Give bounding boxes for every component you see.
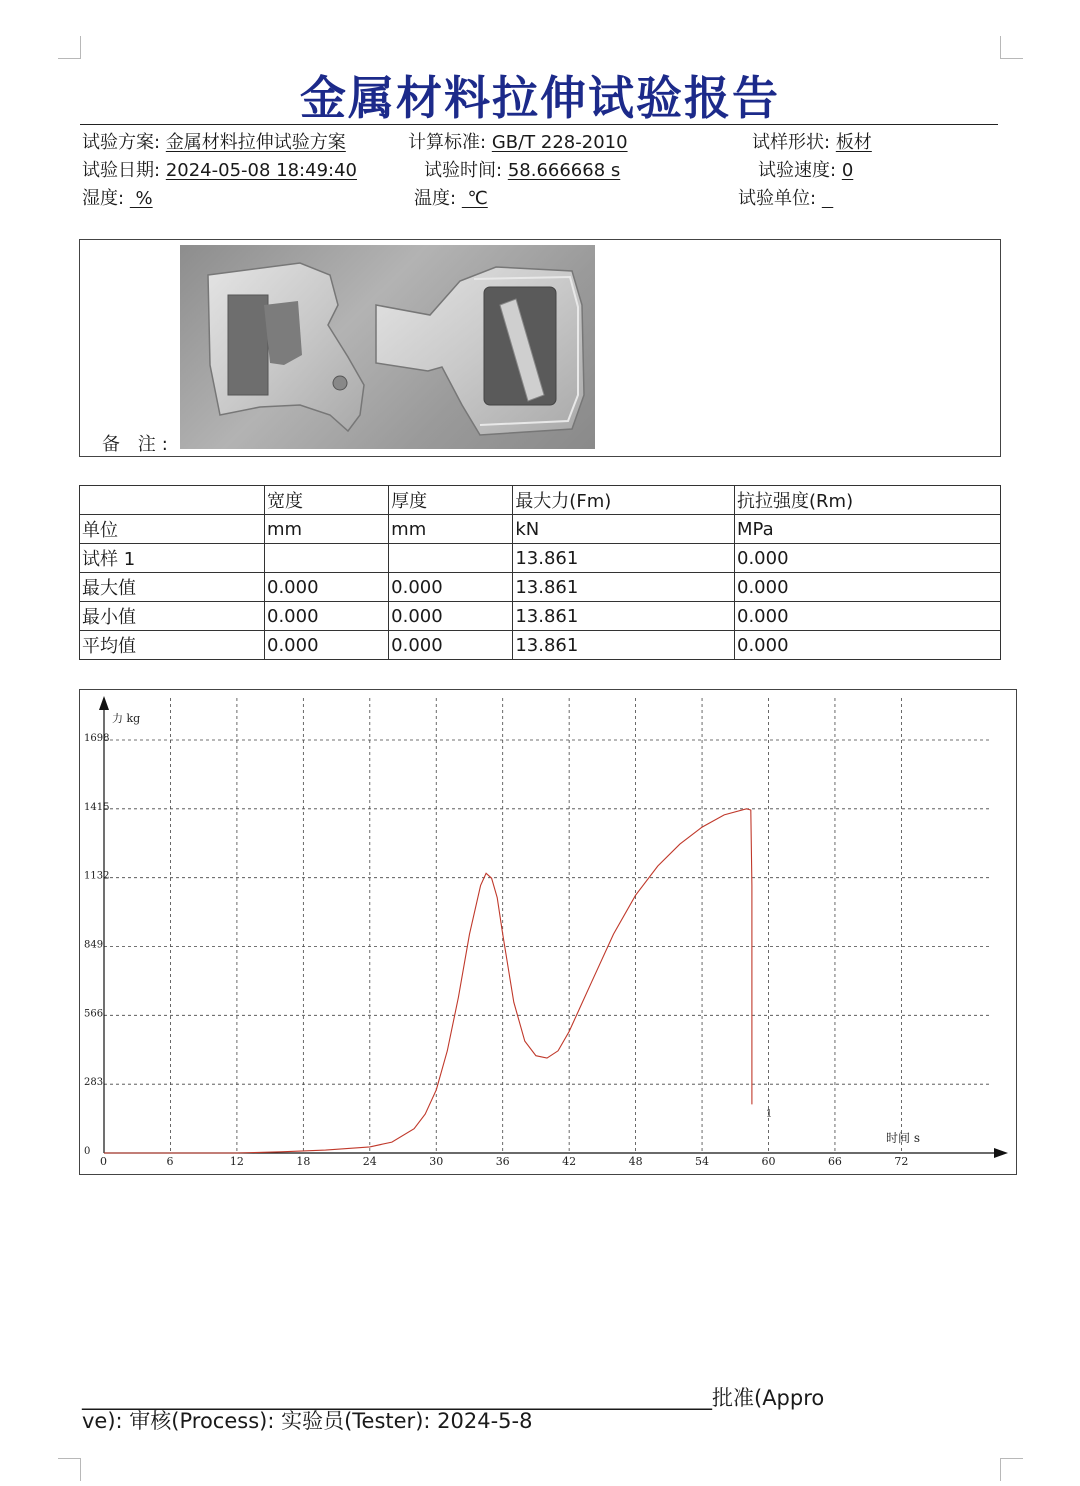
- speed-label: 试验速度:: [758, 160, 837, 181]
- date-label: 试验日期:: [82, 160, 161, 181]
- table-cell: 试样 1: [80, 544, 265, 573]
- meta-temperature: [414, 184, 488, 210]
- x-tick-label: 0: [100, 1155, 107, 1168]
- remarks-box: [79, 239, 1001, 457]
- force-time-chart: [79, 689, 1017, 1175]
- buckle-illustration: [180, 245, 595, 449]
- x-axis-label: 时间 s: [886, 1131, 920, 1145]
- y-axis-arrow: [99, 696, 109, 710]
- table-cell: 0.000: [389, 631, 513, 660]
- x-tick-label: 72: [894, 1155, 909, 1168]
- x-tick-label: 6: [166, 1155, 174, 1168]
- shape-value: 板材: [835, 132, 872, 153]
- x-axis-arrow: [994, 1148, 1008, 1158]
- x-tick-label: 18: [296, 1155, 311, 1168]
- table-cell: 0.000: [735, 602, 1001, 631]
- table-cell: 单位: [80, 515, 265, 544]
- date-value: 2024-05-08 18:49:40: [165, 160, 357, 181]
- table-row: [80, 573, 1001, 602]
- temperature-value: ℃: [461, 188, 488, 209]
- scheme-value: 金属材料拉伸试验方案: [165, 132, 346, 153]
- meta-time: [424, 156, 620, 182]
- force-curve: [104, 809, 752, 1153]
- time-value: 58.666668 s: [507, 160, 621, 181]
- unit-value: [822, 188, 833, 209]
- title-rule: [80, 124, 998, 125]
- table-row: [80, 515, 1001, 544]
- standard-label: 计算标准:: [408, 132, 487, 153]
- footer-line-1: ____________________________________________________________批准(Appro: [82, 1386, 825, 1410]
- table-header-cell: 厚度: [389, 486, 513, 515]
- table-header-row: [80, 486, 1001, 515]
- crop-mark-bottom-right: [1000, 1458, 1023, 1481]
- meta-speed: [758, 156, 853, 182]
- table-cell: 0.000: [265, 602, 389, 631]
- y-tick-label: 0: [84, 1146, 91, 1157]
- table-cell: 0.000: [265, 631, 389, 660]
- x-tick-label: 42: [562, 1155, 577, 1168]
- scheme-label: 试验方案:: [82, 132, 161, 153]
- humidity-label: 湿度:: [82, 188, 125, 209]
- x-tick-label: 54: [695, 1155, 710, 1168]
- table-cell: 13.861: [513, 573, 735, 602]
- y-tick-label: 1132: [84, 870, 110, 882]
- table-cell: 最大值: [80, 573, 265, 602]
- meta-unit: [738, 184, 833, 210]
- crop-mark-top-right: [1000, 36, 1023, 59]
- unit-label: 试验单位:: [738, 188, 817, 209]
- table-header-cell: 抗拉强度(Rm): [735, 486, 1001, 515]
- table-row: [80, 602, 1001, 631]
- remarks-label: 备 注:: [102, 434, 174, 455]
- table-cell: kN: [513, 515, 735, 544]
- table-header-cell: 宽度: [265, 486, 389, 515]
- table-cell: mm: [265, 515, 389, 544]
- meta-humidity: [82, 184, 153, 210]
- table-cell: mm: [389, 515, 513, 544]
- x-tick-label: 24: [362, 1155, 377, 1168]
- table-header-cell: 最大力(Fm): [513, 486, 735, 515]
- crop-mark-top-left: [58, 36, 81, 59]
- table-cell: 0.000: [735, 544, 1001, 573]
- results-table: [79, 485, 1001, 660]
- temperature-label: 温度:: [414, 188, 457, 209]
- chart-svg: [80, 690, 1016, 1174]
- crop-mark-bottom-left: [58, 1458, 81, 1481]
- table-row: [80, 544, 1001, 573]
- table-cell: MPa: [735, 515, 1001, 544]
- table-cell: 13.861: [513, 602, 735, 631]
- table-cell: 13.861: [513, 544, 735, 573]
- curve-end-marker: 1: [765, 1108, 773, 1120]
- x-tick-label: 36: [495, 1155, 510, 1168]
- table-cell: 0.000: [389, 573, 513, 602]
- table-header-cell: [80, 486, 265, 515]
- x-tick-label: 30: [429, 1155, 444, 1168]
- table-cell: 0.000: [265, 573, 389, 602]
- table-cell: [389, 544, 513, 573]
- y-tick-label: 566: [84, 1008, 104, 1020]
- x-tick-label: 66: [827, 1155, 842, 1168]
- meta-shape: [752, 128, 872, 154]
- table-cell: 0.000: [735, 631, 1001, 660]
- broken-buckle-photo: [180, 245, 595, 449]
- x-tick-label: 60: [761, 1155, 776, 1168]
- speed-value: 0: [841, 160, 854, 181]
- y-tick-label: 1698: [84, 733, 110, 744]
- table-cell: 0.000: [735, 573, 1001, 602]
- report-title: 金属材料拉伸试验报告: [300, 71, 780, 125]
- table-row: [80, 631, 1001, 660]
- x-tick-label: 12: [229, 1155, 244, 1168]
- table-cell: [265, 544, 389, 573]
- meta-scheme: [82, 128, 346, 154]
- y-tick-label: 283: [84, 1077, 104, 1089]
- table-cell: 最小值: [80, 602, 265, 631]
- humidity-value: %: [129, 188, 153, 209]
- x-tick-label: 48: [628, 1155, 643, 1168]
- table-cell: 0.000: [389, 602, 513, 631]
- table-cell: 平均值: [80, 631, 265, 660]
- table-cell: 13.861: [513, 631, 735, 660]
- y-tick-label: 1415: [84, 801, 110, 813]
- footer-line-2: ve): 审核(Process): 实验员(Tester): 2024-5-8: [82, 1409, 533, 1433]
- standard-value: GB/T 228-2010: [491, 132, 628, 153]
- y-axis-label: 力 kg: [112, 712, 141, 725]
- time-label: 试验时间:: [424, 160, 503, 181]
- meta-date: [82, 156, 357, 182]
- meta-standard: [408, 128, 628, 154]
- shape-label: 试样形状:: [752, 132, 831, 153]
- y-tick-label: 849: [84, 939, 104, 951]
